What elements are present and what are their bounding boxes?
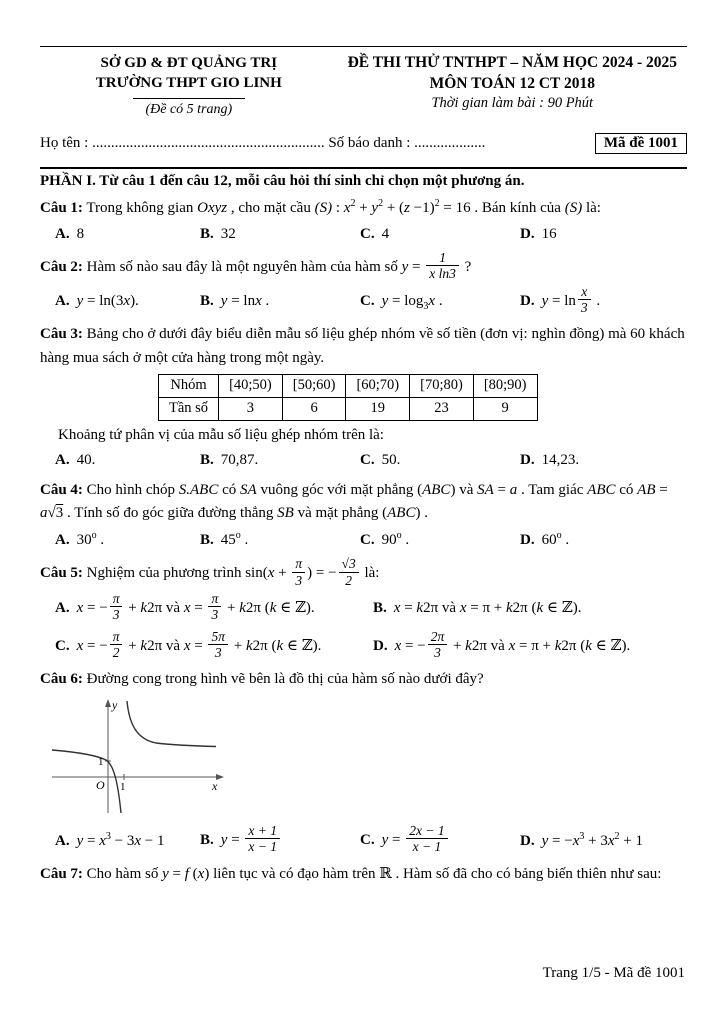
cell-g1: [40;50) (219, 374, 283, 397)
question-2-label: Câu 2: (40, 259, 83, 276)
q2-option-a-content: y = ln(3x). (76, 293, 139, 310)
q1-option-a-content: 8 (76, 225, 85, 242)
question-5-options (40, 590, 687, 662)
q5-option-a-label: A. (55, 599, 70, 616)
school-underline (133, 98, 245, 99)
q3-option-c (360, 449, 520, 472)
q3-option-d-content: 14,23. (541, 452, 580, 469)
exam-title-block (338, 53, 687, 118)
question-1-label: Câu 1: (40, 199, 83, 216)
q4-option-c (360, 528, 520, 552)
q2-option-c (360, 290, 520, 315)
q2-option-b (200, 290, 360, 313)
q6-option-b (200, 825, 360, 856)
frequency-table (158, 374, 538, 421)
cell-tanso: Tần số (159, 397, 219, 420)
candidate-row (40, 133, 687, 154)
question-4-text (40, 479, 687, 526)
q4-option-b-content: 45$^o$ . (220, 530, 249, 549)
question-4-body: Cho hình chóp S.ABC có SA vuông góc với mặt phẳng (ABC) và SA = a . Tam giác ABC có AB = a√3 . Tính số đo góc giữa đường thẳng SB và mặt phẳng (ABC) . (40, 481, 668, 521)
q3-option-a (55, 449, 200, 472)
q5-option-c-content: x = − $\frac{\pi}{2}$ + k2π và x = $\frac{5\pi}{3}$ + k2π (k ∈ ℤ). (76, 628, 322, 660)
question-3-subtext: Khoảng tứ phân vị của mẫu số liệu ghép nhóm trên là: (58, 426, 384, 443)
graph-y-tick-1: 1 (98, 756, 104, 769)
question-6-text (40, 668, 687, 691)
q5-option-b-content: x = k2π và x = π + k2π (k ∈ ℤ). (393, 599, 582, 616)
question-3-body: Bảng cho ở dưới đây biểu diễn mẫu số liệu ghép nhóm về số tiền (đơn vị: nghìn đồng) mà 60 khách hàng mua sách ở một cửa hàng trong một ngày. (40, 326, 685, 366)
q6-option-c (360, 825, 520, 856)
q5-option-a (55, 590, 373, 624)
q2-option-d-label: D. (520, 293, 535, 310)
question-2-body: Hàm số nào sau đây là một nguyên hàm của hàm số y = $\frac{1}{\text{x ln3}}$ ? (86, 250, 472, 282)
cell-g3: [60;70) (346, 374, 410, 397)
q2-option-c-content: $y = \log_3x$ . (381, 292, 443, 312)
q5-option-d-label: D. (373, 637, 388, 654)
question-2-text (40, 252, 687, 283)
q6-option-a (55, 829, 200, 853)
question-5 (40, 558, 687, 662)
question-7-body: Cho hàm số y = f (x) liên tục và có đạo hàm trên ℝ . Hàm số đã cho có bảng biến thiên như sau: (86, 865, 662, 882)
exam-duration: Thời gian làm bài : 90 Phút (431, 94, 594, 111)
q3-option-b-label: B. (200, 452, 214, 469)
q3-option-b (200, 449, 360, 472)
q5-option-c-label: C. (55, 637, 70, 654)
q1-option-d-label: D. (520, 225, 535, 242)
cell-g2: [50;60) (282, 374, 346, 397)
q6-option-c-label: C. (360, 832, 375, 849)
q6-option-b-content: y = $\frac{x + 1}{x - 1}$ (221, 832, 282, 848)
question-2-options (40, 286, 687, 317)
q4-option-a (55, 528, 200, 552)
table-row-frequencies (159, 397, 538, 420)
q6-option-a-label: A. (55, 832, 70, 849)
question-6-options (40, 825, 687, 856)
q3-option-c-content: 50. (381, 452, 401, 469)
q5-option-d (373, 628, 687, 662)
question-7 (40, 863, 687, 886)
question-3-label: Câu 3: (40, 326, 83, 343)
q4-option-c-content: 90$^o$ . (381, 530, 410, 549)
question-5-body: Nghiệm của phương trình sin(x + $\frac{\pi}{3}$ ) = − $\frac{√3}{2}$ là: (86, 556, 380, 588)
question-1-options (40, 223, 687, 246)
cell-f4: 23 (410, 397, 474, 420)
q4-option-d-label: D. (520, 532, 535, 549)
cell-nhom: Nhóm (159, 374, 219, 397)
q4-option-b (200, 528, 360, 552)
question-6-label: Câu 6: (40, 671, 83, 688)
q4-option-c-label: C. (360, 532, 375, 549)
q3-option-d (520, 449, 687, 472)
name-and-id-fields: Họ tên : .............................................................. Số báo danh : ................... (40, 134, 486, 151)
cell-f5: 9 (473, 397, 537, 420)
question-3-options (40, 449, 687, 472)
question-4 (40, 479, 687, 553)
q2-option-c-label: C. (360, 292, 375, 309)
q2-option-a-label: A. (55, 293, 70, 310)
question-6-body: Đường cong trong hình vẽ bên là đồ thị của hàm số nào dưới đây? (86, 671, 484, 688)
q6-option-d (520, 829, 687, 853)
graph-origin-label: O (96, 778, 105, 793)
question-4-options (40, 528, 687, 552)
q1-option-c (360, 223, 520, 246)
header (40, 53, 687, 118)
q6-function-graph (46, 695, 228, 817)
exam-subject: MÔN TOÁN 12 CT 2018 (429, 74, 595, 92)
q1-option-d-content: 16 (541, 225, 557, 242)
question-4-label: Câu 4: (40, 481, 83, 498)
question-1-text (40, 196, 687, 220)
exam-title: ĐỀ THI THỬ TNTHPT – NĂM HỌC 2024 - 2025 (347, 54, 677, 71)
q1-option-a (55, 223, 200, 246)
q1-option-b (200, 223, 360, 246)
school-block (40, 53, 338, 118)
q2-option-b-label: B. (200, 293, 214, 310)
q2-option-d (520, 286, 687, 317)
page-count-note: (Đề có 5 trang) (145, 101, 233, 117)
question-5-text (40, 558, 687, 589)
graph-y-axis-label: y (112, 698, 118, 713)
q1-option-d (520, 223, 687, 246)
q6-option-c-content: y = $\frac{2x - 1}{x - 1}$ (382, 832, 450, 848)
q3-option-a-label: A. (55, 452, 70, 469)
department-name: SỞ GD & ĐT QUẢNG TRỊ (100, 55, 278, 71)
q2-option-d-content: y = ln $\frac{x}{3}$ . (541, 284, 601, 316)
question-2 (40, 252, 687, 317)
q5-option-c (55, 628, 373, 662)
q4-option-b-label: B. (200, 532, 214, 549)
page-footer: Trang 1/5 - Mã đề 1001 (542, 965, 685, 981)
q6-option-a-content: $y = x^3 - 3x - 1$ (76, 830, 165, 849)
part1-heading: PHẦN I. Từ câu 1 đến câu 12, mỗi câu hỏi thí sinh chỉ chọn một phương án. (40, 167, 687, 190)
q4-option-a-content: 30$^o$ . (76, 530, 105, 549)
q2-option-a (55, 290, 200, 313)
cell-f2: 6 (282, 397, 346, 420)
q3-option-a-content: 40. (76, 452, 96, 469)
q2-option-b-content: y = lnx . (220, 293, 270, 310)
table-row-groups (159, 374, 538, 397)
q5-option-a-content: x = − $\frac{\pi}{3}$ + k2π và x = $\frac{\pi}{3}$ + k2π (k ∈ ℤ). (76, 590, 315, 622)
exam-code-box: Mã đề 1001 (595, 133, 687, 154)
q6-option-d-content: $y = -x^3 + 3x^2 + 1$ (541, 830, 643, 849)
q6-graph-container (46, 695, 687, 822)
q5-option-b-label: B. (373, 599, 387, 616)
q1-option-c-content: 4 (381, 225, 390, 242)
q1-option-c-label: C. (360, 225, 375, 242)
top-divider (40, 46, 687, 47)
q4-option-d-content: 60$^o$ . (541, 530, 570, 549)
graph-x-axis-label: x (212, 779, 218, 794)
question-3 (40, 323, 687, 472)
q4-option-a-label: A. (55, 532, 70, 549)
cell-g5: [80;90) (473, 374, 537, 397)
q1-option-b-label: B. (200, 225, 214, 242)
q1-option-b-content: 32 (220, 225, 236, 242)
question-6 (40, 668, 687, 856)
question-7-text (40, 863, 687, 886)
school-name: TRƯỜNG THPT GIO LINH (95, 75, 282, 92)
q5-option-b (373, 597, 687, 620)
cell-g4: [70;80) (410, 374, 474, 397)
graph-x-tick-1: 1 (120, 781, 126, 794)
question-7-label: Câu 7: (40, 865, 83, 882)
q6-option-b-label: B. (200, 832, 214, 849)
q3-option-b-content: 70,87. (220, 452, 259, 469)
q3-option-c-label: C. (360, 452, 375, 469)
cell-f3: 19 (346, 397, 410, 420)
q4-option-d (520, 528, 687, 552)
question-1-body: Trong không gian Oxyz , cho mặt cầu (S) : $x^2 + y^2 + (z -1)^2 = 16$ . Bán kính của (S) là: (86, 197, 601, 216)
cell-f1: 3 (219, 397, 283, 420)
question-5-label: Câu 5: (40, 565, 83, 582)
question-3-text (40, 323, 687, 370)
q6-option-d-label: D. (520, 832, 535, 849)
q5-option-d-content: x = − $\frac{2\pi}{3}$ + k2π và x = π + k2π (k ∈ ℤ). (394, 628, 631, 660)
q1-option-a-label: A. (55, 225, 70, 242)
question-1 (40, 196, 687, 247)
q3-option-d-label: D. (520, 452, 535, 469)
